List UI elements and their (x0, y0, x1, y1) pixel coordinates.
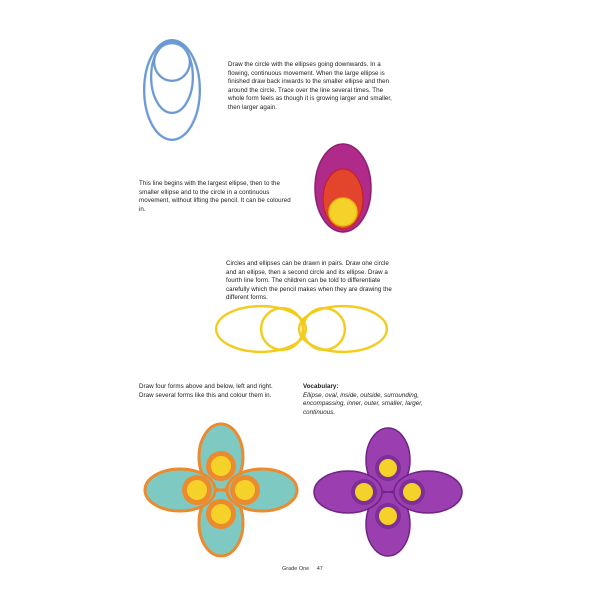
vocabulary-block (303, 383, 453, 417)
blue-ellipses-drawing (140, 38, 204, 146)
footer-section: Grade One (282, 566, 310, 572)
instruction-paragraph-1: Draw the circle with the ellipses going downwards. In a flowing, continuous movement. When the large ellipse is finished draw back inwards to the smaller ellipse and then around the circle. Trace over the line several times. The whole form feels as though it is growing larger and smaller, then larger again. (228, 61, 392, 111)
yellow-circle-ellipse-pairs-drawing (212, 302, 390, 356)
page-footer (282, 566, 329, 572)
instruction-paragraph-3: Circles and ellipses can be drawn in pairs. Draw one circle and an ellipse, then a second circle and its ellipse. Draw a fourth line form. The children can be told to differentiate carefully which the pencil makes when they are drawing the different forms. (226, 260, 392, 302)
coloured-nested-ellipses-drawing (313, 142, 373, 234)
teal-orange-four-petal-form (143, 422, 299, 558)
vocabulary-title: Vocabulary: (303, 383, 339, 390)
purple-four-petal-form (312, 426, 464, 558)
page-number: 47 (316, 566, 323, 572)
instruction-paragraph-2: This line begins with the largest ellipse, then to the smaller ellipse and to the circle in a continuous movement, without lifting the pencil. It can be coloured in. (139, 180, 291, 213)
instruction-paragraph-4: Draw four forms above and below, left and right. Draw several forms like this and colour them in. (139, 383, 273, 399)
vocabulary-words: Ellipse, oval, inside, outside, surrounding, encompassing, inner, outer, smaller, larger, continuous. (303, 391, 423, 416)
